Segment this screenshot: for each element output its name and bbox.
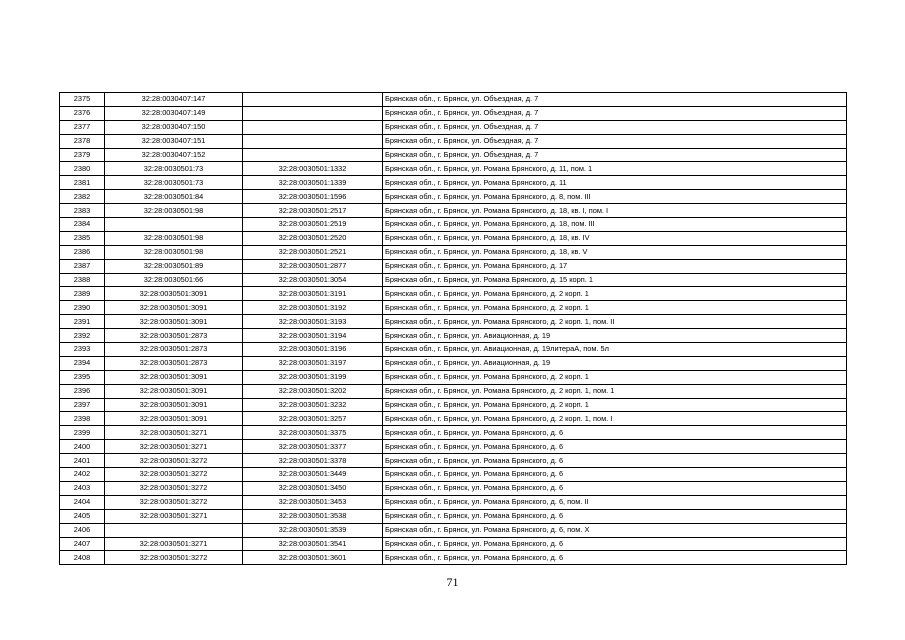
row-number-cell: 2385	[60, 231, 105, 245]
land-cadastral-number-cell: 32:28:0030501:3272	[105, 468, 243, 482]
table-row	[60, 412, 847, 426]
land-cadastral-number-cell: 32:28:0030501:98	[105, 231, 243, 245]
table-row	[60, 384, 847, 398]
land-cadastral-number-cell: 32:28:0030501:98	[105, 245, 243, 259]
row-number-cell: 2395	[60, 370, 105, 384]
row-number-cell: 2391	[60, 315, 105, 329]
table-row	[60, 370, 847, 384]
table-row	[60, 523, 847, 537]
table-row	[60, 231, 847, 245]
row-number-cell: 2398	[60, 412, 105, 426]
address-cell: Брянская обл., г. Брянск, ул. Романа Брянского, д. 2 корп. 1, пом. I	[383, 412, 847, 426]
land-cadastral-number-cell: 32:28:0030501:98	[105, 204, 243, 218]
table-row	[60, 356, 847, 370]
land-cadastral-number-cell: 32:28:0030501:73	[105, 176, 243, 190]
table-row	[60, 329, 847, 343]
address-cell: Брянская обл., г. Брянск, ул. Романа Брянского, д. 2 корп. 1	[383, 398, 847, 412]
object-cadastral-number-cell: 32:28:0030501:3054	[243, 273, 383, 287]
land-cadastral-number-cell: 32:28:0030501:3271	[105, 509, 243, 523]
table-row	[60, 218, 847, 232]
address-cell: Брянская обл., г. Брянск, ул. Романа Брянского, д. 2 корп. 1	[383, 287, 847, 301]
address-cell: Брянская обл., г. Брянск, ул. Романа Брянского, д. 6, пом. X	[383, 523, 847, 537]
object-cadastral-number-cell: 32:28:0030501:3199	[243, 370, 383, 384]
land-cadastral-number-cell: 32:28:0030407:149	[105, 106, 243, 120]
registry-table	[59, 92, 847, 565]
land-cadastral-number-cell: 32:28:0030501:3091	[105, 301, 243, 315]
land-cadastral-number-cell: 32:28:0030501:3091	[105, 315, 243, 329]
table-row	[60, 273, 847, 287]
object-cadastral-number-cell: 32:28:0030501:3378	[243, 454, 383, 468]
table-row	[60, 190, 847, 204]
object-cadastral-number-cell: 32:28:0030501:3202	[243, 384, 383, 398]
table-row	[60, 315, 847, 329]
table-row	[60, 398, 847, 412]
land-cadastral-number-cell	[105, 523, 243, 537]
address-cell: Брянская обл., г. Брянск, ул. Романа Брянского, д. 6	[383, 426, 847, 440]
land-cadastral-number-cell: 32:28:0030501:3272	[105, 481, 243, 495]
object-cadastral-number-cell: 32:28:0030501:1339	[243, 176, 383, 190]
object-cadastral-number-cell: 32:28:0030501:3192	[243, 301, 383, 315]
table-row	[60, 148, 847, 162]
object-cadastral-number-cell: 32:28:0030501:2519	[243, 218, 383, 232]
row-number-cell: 2393	[60, 343, 105, 357]
object-cadastral-number-cell: 32:28:0030501:3191	[243, 287, 383, 301]
land-cadastral-number-cell: 32:28:0030407:152	[105, 148, 243, 162]
land-cadastral-number-cell: 32:28:0030501:3091	[105, 287, 243, 301]
row-number-cell: 2375	[60, 93, 105, 107]
object-cadastral-number-cell: 32:28:0030501:3541	[243, 537, 383, 551]
table-row	[60, 204, 847, 218]
address-cell: Брянская обл., г. Брянск, ул. Авиационная, д. 19	[383, 329, 847, 343]
row-number-cell: 2389	[60, 287, 105, 301]
row-number-cell: 2376	[60, 106, 105, 120]
row-number-cell: 2392	[60, 329, 105, 343]
address-cell: Брянская обл., г. Брянск, ул. Романа Брянского, д. 6	[383, 537, 847, 551]
row-number-cell: 2397	[60, 398, 105, 412]
table-row	[60, 162, 847, 176]
row-number-cell: 2383	[60, 204, 105, 218]
table-row	[60, 495, 847, 509]
address-cell: Брянская обл., г. Брянск, ул. Романа Брянского, д. 18, кв. I, пом. I	[383, 204, 847, 218]
land-cadastral-number-cell: 32:28:0030501:2873	[105, 356, 243, 370]
object-cadastral-number-cell: 32:28:0030501:3197	[243, 356, 383, 370]
object-cadastral-number-cell	[243, 106, 383, 120]
address-cell: Брянская обл., г. Брянск, ул. Романа Брянского, д. 17	[383, 259, 847, 273]
row-number-cell: 2377	[60, 120, 105, 134]
land-cadastral-number-cell: 32:28:0030501:3091	[105, 384, 243, 398]
table-row	[60, 134, 847, 148]
land-cadastral-number-cell: 32:28:0030407:147	[105, 93, 243, 107]
object-cadastral-number-cell: 32:28:0030501:3450	[243, 481, 383, 495]
address-cell: Брянская обл., г. Брянск, ул. Романа Брянского, д. 18, кв. IV	[383, 231, 847, 245]
table-row	[60, 454, 847, 468]
object-cadastral-number-cell: 32:28:0030501:2877	[243, 259, 383, 273]
row-number-cell: 2382	[60, 190, 105, 204]
row-number-cell: 2408	[60, 551, 105, 565]
land-cadastral-number-cell: 32:28:0030501:73	[105, 162, 243, 176]
object-cadastral-number-cell: 32:28:0030501:1332	[243, 162, 383, 176]
table-row	[60, 551, 847, 565]
row-number-cell: 2387	[60, 259, 105, 273]
object-cadastral-number-cell: 32:28:0030501:2517	[243, 204, 383, 218]
row-number-cell: 2396	[60, 384, 105, 398]
row-number-cell: 2394	[60, 356, 105, 370]
table-row	[60, 245, 847, 259]
address-cell: Брянская обл., г. Брянск, ул. Объездная, д. 7	[383, 134, 847, 148]
object-cadastral-number-cell	[243, 148, 383, 162]
land-cadastral-number-cell: 32:28:0030501:66	[105, 273, 243, 287]
address-cell: Брянская обл., г. Брянск, ул. Романа Брянского, д. 11	[383, 176, 847, 190]
table-row	[60, 106, 847, 120]
row-number-cell: 2388	[60, 273, 105, 287]
address-cell: Брянская обл., г. Брянск, ул. Объездная, д. 7	[383, 120, 847, 134]
land-cadastral-number-cell: 32:28:0030501:3272	[105, 495, 243, 509]
address-cell: Брянская обл., г. Брянск, ул. Романа Брянского, д. 6	[383, 551, 847, 565]
address-cell: Брянская обл., г. Брянск, ул. Романа Брянского, д. 6	[383, 481, 847, 495]
land-cadastral-number-cell: 32:28:0030501:3272	[105, 551, 243, 565]
land-cadastral-number-cell: 32:28:0030501:89	[105, 259, 243, 273]
land-cadastral-number-cell: 32:28:0030501:84	[105, 190, 243, 204]
address-cell: Брянская обл., г. Брянск, ул. Авиационная, д. 19литераА, пом. 5л	[383, 343, 847, 357]
object-cadastral-number-cell: 32:28:0030501:3232	[243, 398, 383, 412]
land-cadastral-number-cell: 32:28:0030501:3091	[105, 412, 243, 426]
table-row	[60, 259, 847, 273]
address-cell: Брянская обл., г. Брянск, ул. Романа Брянского, д. 18, пом. III	[383, 218, 847, 232]
table-row	[60, 509, 847, 523]
land-cadastral-number-cell: 32:28:0030407:150	[105, 120, 243, 134]
table-row	[60, 120, 847, 134]
object-cadastral-number-cell: 32:28:0030501:3539	[243, 523, 383, 537]
land-cadastral-number-cell: 32:28:0030501:3091	[105, 398, 243, 412]
object-cadastral-number-cell: 32:28:0030501:2521	[243, 245, 383, 259]
object-cadastral-number-cell: 32:28:0030501:3449	[243, 468, 383, 482]
address-cell: Брянская обл., г. Брянск, ул. Романа Брянского, д. 2 корп. 1	[383, 370, 847, 384]
address-cell: Брянская обл., г. Брянск, ул. Объездная, д. 7	[383, 148, 847, 162]
row-number-cell: 2384	[60, 218, 105, 232]
object-cadastral-number-cell: 32:28:0030501:2520	[243, 231, 383, 245]
row-number-cell: 2402	[60, 468, 105, 482]
row-number-cell: 2390	[60, 301, 105, 315]
address-cell: Брянская обл., г. Брянск, ул. Романа Брянского, д. 18, кв. V	[383, 245, 847, 259]
object-cadastral-number-cell: 32:28:0030501:3193	[243, 315, 383, 329]
address-cell: Брянская обл., г. Брянск, ул. Романа Брянского, д. 2 корп. 1, пом. 1	[383, 384, 847, 398]
row-number-cell: 2407	[60, 537, 105, 551]
table-row	[60, 301, 847, 315]
object-cadastral-number-cell: 32:28:0030501:3375	[243, 426, 383, 440]
land-cadastral-number-cell: 32:28:0030407:151	[105, 134, 243, 148]
address-cell: Брянская обл., г. Брянск, ул. Авиационная, д. 19	[383, 356, 847, 370]
address-cell: Брянская обл., г. Брянск, ул. Объездная, д. 7	[383, 93, 847, 107]
table-row	[60, 93, 847, 107]
registry-table-body	[60, 93, 847, 565]
address-cell: Брянская обл., г. Брянск, ул. Романа Брянского, д. 6	[383, 509, 847, 523]
row-number-cell: 2399	[60, 426, 105, 440]
object-cadastral-number-cell	[243, 93, 383, 107]
address-cell: Брянская обл., г. Брянск, ул. Романа Брянского, д. 8, пом. III	[383, 190, 847, 204]
address-cell: Брянская обл., г. Брянск, ул. Романа Брянского, д. 6	[383, 468, 847, 482]
table-row	[60, 481, 847, 495]
table-row	[60, 343, 847, 357]
row-number-cell: 2378	[60, 134, 105, 148]
address-cell: Брянская обл., г. Брянск, ул. Романа Брянского, д. 6	[383, 454, 847, 468]
table-row	[60, 468, 847, 482]
land-cadastral-number-cell: 32:28:0030501:3271	[105, 440, 243, 454]
row-number-cell: 2403	[60, 481, 105, 495]
object-cadastral-number-cell: 32:28:0030501:3194	[243, 329, 383, 343]
table-row	[60, 537, 847, 551]
row-number-cell: 2379	[60, 148, 105, 162]
row-number-cell: 2380	[60, 162, 105, 176]
table-row	[60, 287, 847, 301]
object-cadastral-number-cell: 32:28:0030501:3453	[243, 495, 383, 509]
object-cadastral-number-cell	[243, 134, 383, 148]
object-cadastral-number-cell: 32:28:0030501:3601	[243, 551, 383, 565]
land-cadastral-number-cell: 32:28:0030501:2873	[105, 329, 243, 343]
row-number-cell: 2401	[60, 454, 105, 468]
land-cadastral-number-cell: 32:28:0030501:3272	[105, 454, 243, 468]
land-cadastral-number-cell: 32:28:0030501:3271	[105, 426, 243, 440]
address-cell: Брянская обл., г. Брянск, ул. Романа Брянского, д. 6, пом. II	[383, 495, 847, 509]
object-cadastral-number-cell: 32:28:0030501:3196	[243, 343, 383, 357]
address-cell: Брянская обл., г. Брянск, ул. Романа Брянского, д. 15 корп. 1	[383, 273, 847, 287]
address-cell: Брянская обл., г. Брянск, ул. Романа Брянского, д. 11, пом. 1	[383, 162, 847, 176]
table-row	[60, 426, 847, 440]
object-cadastral-number-cell	[243, 120, 383, 134]
row-number-cell: 2386	[60, 245, 105, 259]
land-cadastral-number-cell	[105, 218, 243, 232]
land-cadastral-number-cell: 32:28:0030501:3271	[105, 537, 243, 551]
page-number: 71	[446, 575, 459, 589]
table-row	[60, 440, 847, 454]
address-cell: Брянская обл., г. Брянск, ул. Романа Брянского, д. 6	[383, 440, 847, 454]
row-number-cell: 2406	[60, 523, 105, 537]
address-cell: Брянская обл., г. Брянск, ул. Объездная, д. 7	[383, 106, 847, 120]
address-cell: Брянская обл., г. Брянск, ул. Романа Брянского, д. 2 корп. 1	[383, 301, 847, 315]
object-cadastral-number-cell: 32:28:0030501:1596	[243, 190, 383, 204]
address-cell: Брянская обл., г. Брянск, ул. Романа Брянского, д. 2 корп. 1, пом. II	[383, 315, 847, 329]
land-cadastral-number-cell: 32:28:0030501:3091	[105, 370, 243, 384]
object-cadastral-number-cell: 32:28:0030501:3538	[243, 509, 383, 523]
row-number-cell: 2400	[60, 440, 105, 454]
object-cadastral-number-cell: 32:28:0030501:3377	[243, 440, 383, 454]
object-cadastral-number-cell: 32:28:0030501:3257	[243, 412, 383, 426]
row-number-cell: 2404	[60, 495, 105, 509]
row-number-cell: 2381	[60, 176, 105, 190]
table-row	[60, 176, 847, 190]
land-cadastral-number-cell: 32:28:0030501:2873	[105, 343, 243, 357]
row-number-cell: 2405	[60, 509, 105, 523]
